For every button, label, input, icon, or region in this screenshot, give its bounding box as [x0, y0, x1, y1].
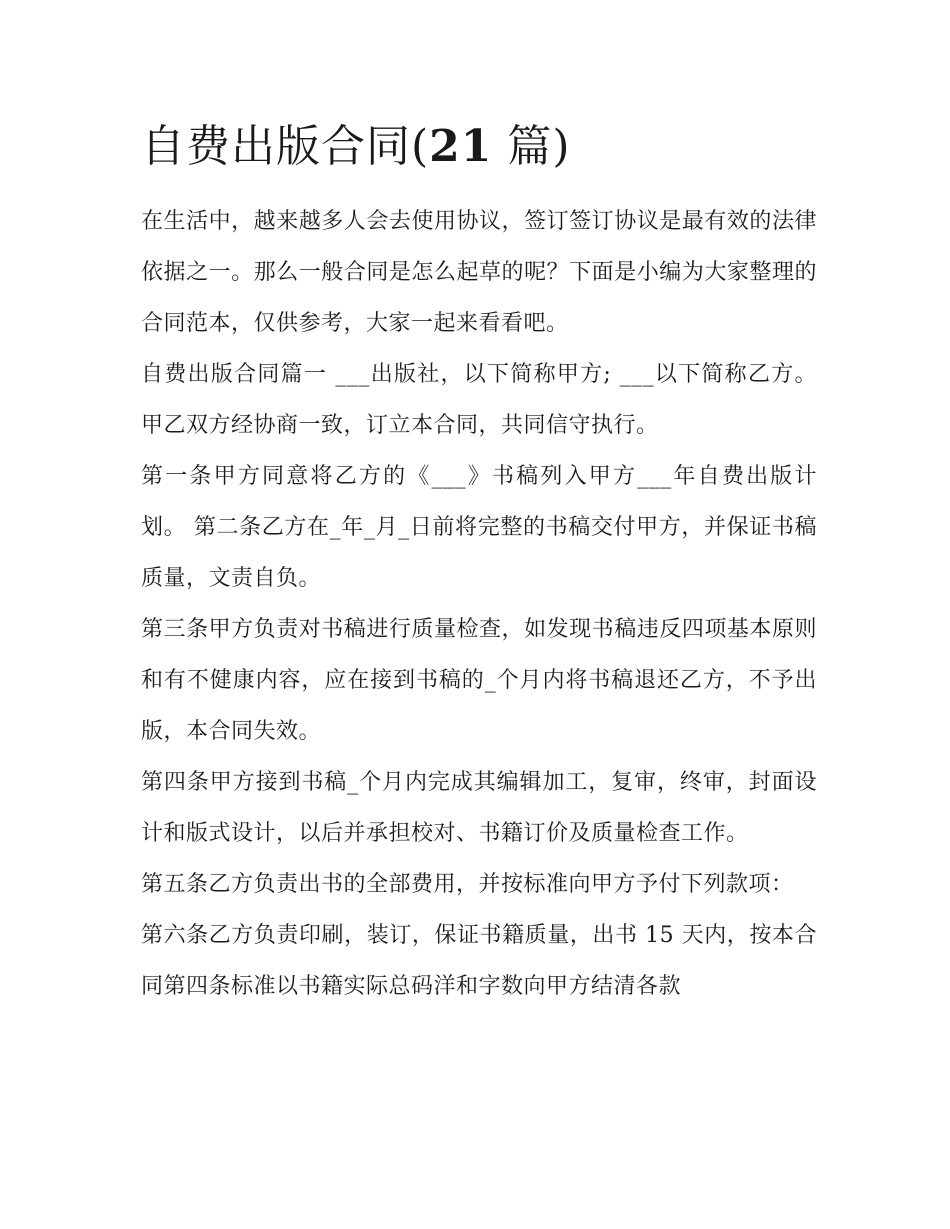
article-5-paragraph: 第五条乙方负责出书的全部费用，并按标准向甲方予付下列款项：: [141, 872, 794, 897]
intro-paragraph: 在生活中，越来越多人会去使用协议，签订签订协议是最有效的法律依据之一。那么一般合同是怎么起草的呢？下面是小编为大家整理的合同范本，仅供参考，大家一起来看看吧。: [141, 209, 817, 336]
article-4-paragraph: 第四条甲方接到书稿_个月内完成其编辑加工，复审，终审，封面设计和版式设计，以后并承担校对、书籍订价及质量检查工作。: [141, 770, 817, 846]
title-prefix: 自费出版合同(: [141, 121, 430, 172]
document-page: [141, 112, 817, 1012]
article-6-paragraph: 第六条乙方负责印刷，装订，保证书籍质量，出书 15 天内，按本合同第四条标准以书籍实际总码洋和字数向甲方结清各款: [141, 923, 817, 999]
contract-parties-paragraph: 自费出版合同篇一 ___出版社，以下简称甲方; ___以下简称乙方。 甲乙双方经协商一致，订立本合同，共同信守执行。: [141, 362, 817, 438]
document-title: [141, 112, 817, 182]
article-3-paragraph: 第三条甲方负责对书稿进行质量检查，如发现书稿违反四项基本原则和有不健康内容，应在接到书稿的_个月内将书稿退还乙方，不予出版，本合同失效。: [141, 617, 817, 744]
article-1-2-paragraph: 第一条甲方同意将乙方的《___》书稿列入甲方___年自费出版计划。 第二条乙方在_年_月_日前将完整的书稿交付甲方，并保证书稿质量，文责自负。: [141, 464, 817, 591]
title-number: 21: [429, 121, 493, 172]
title-suffix: 篇): [492, 121, 571, 172]
